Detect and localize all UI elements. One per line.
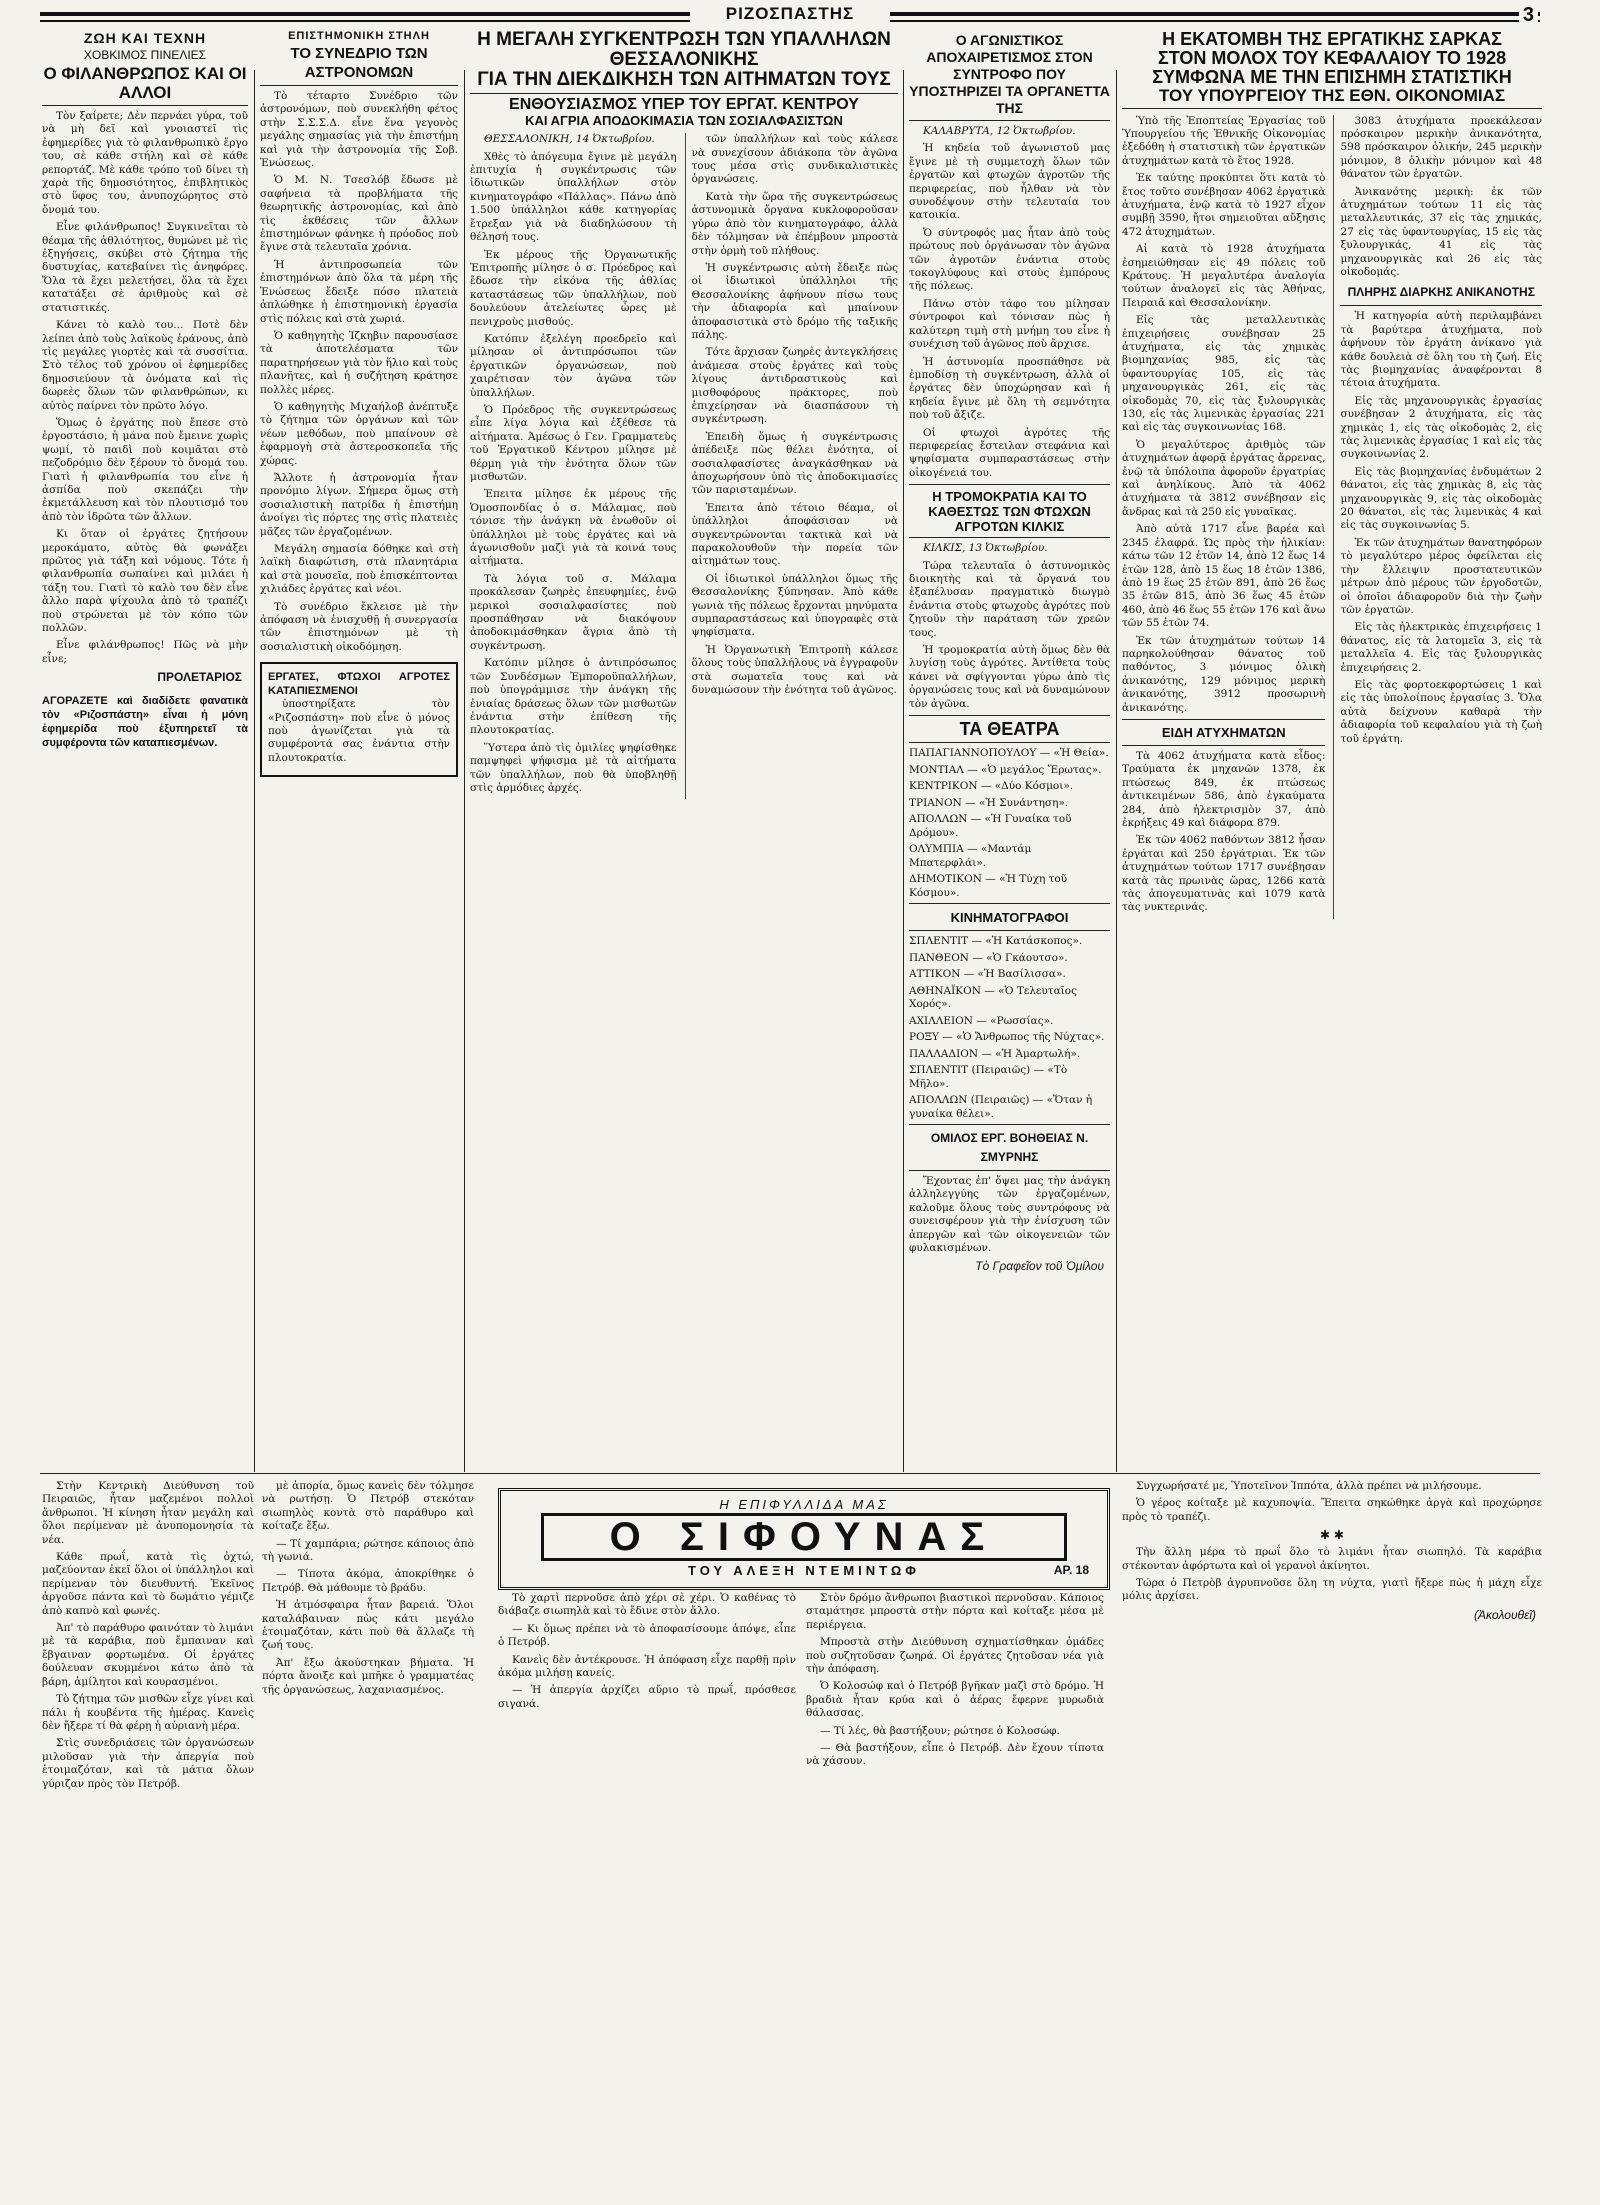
article-paragraph: Ἡ τρομοκρατία αὐτὴ ὅμως δὲν θὰ λυγίσῃ τοὺς ἀγρότες. Ἀντίθετα τοὺς κάνει νὰ σφίγγονται γύρω ἀπὸ τὶς ὀργανώσεις τους καὶ νὰ δυναμώνουν τὸν ἀγῶνα. (909, 644, 1110, 710)
fold-rule (40, 1473, 1540, 1474)
article-paragraph: Οἱ φτωχοὶ ἀγρότες τῆς περιφερείας ἔστειλαν στεφάνια καὶ ψηφίσματα συμπαραστάσεως στὴν οἰκογένειά του. (909, 426, 1110, 479)
section-kicker: ΖΩΗ ΚΑΙ ΤΕΧΝΗ (83, 30, 207, 46)
article-paragraph: Εἶνε φιλάνθρωπος! Συγκινεῖται τὸ θέαμα τῆς ἀθλιότητος, θυμώνει μὲ τὶς ἐξηγήσεις, σκύβει στὸ ζήτημα τῆς δυστυχίας, κατεβαίνει τὶς ἀνηφόρες. Ὅλα τὰ ἔχει μελετήσει, ὅλα τὰ ἔχει κατατάξει σὲ ἀριθμοὺς καὶ σὲ στατιστικές. (42, 221, 248, 314)
lead-banner-2: ΣΤΟΝ ΜΟΛΟΧ ΤΟΥ ΚΕΦΑΛΑΙΟΥ ΤΟ 1928 (1157, 47, 1507, 68)
article-headline: Ο ΦΙΛΑΝΘΡΩΠΟΣ ΚΑΙ ΟΙ ΑΛΛΟΙ (42, 64, 248, 106)
article-paragraph: 3083 ἀτυχήματα προεκάλεσαν πρόσκαιρον μερικὴν ἀνικανότητα, 598 πρόσκαιρον ὁλικήν, 245 μερικὴν μόνιμον, 8 ὁλικὴν μόνιμον καὶ 48 θάνατον τῶν ἐργατῶν. (1340, 114, 1542, 181)
lead-banner: Η ΜΕΓΑΛΗ ΣΥΓΚΕΝΤΡΩΣΗ ΤΩΝ ΥΠΑΛΛΗΛΩΝ ΘΕΣΣΑΛΟΝΙΚΗΣ (477, 30, 891, 70)
lead-banner: Η ΕΚΑΤΟΜΒΗ ΤΗΣ ΕΡΓΑΤΙΚΗΣ ΣΑΡΚΑΣ (1162, 30, 1502, 49)
serial-paragraph: Μπροστὰ στὴν Διεύθυνση σχηματίσθηκαν ὁμάδες ποὺ συζητοῦσαν ζωηρά. Οἱ ἐργάτες ζητοῦσαν νέα γιὰ τὴν ἀπόφαση. (806, 1636, 1104, 1676)
serial-paragraph: Ἀπ' ἔξω ἀκούστηκαν βήματα. Ἡ πόρτα ἄνοιξε καὶ μπῆκε ὁ γραμματέας τῆς ὀργανώσεως, λαχανιασμένος. (262, 1656, 474, 1696)
article-paragraph: Εἰς τὰς μηχανουργικὰς ἐργασίας συνέβησαν 2 ἀτυχήματα, εἰς τὰς χημικὰς 1, εἰς τὰς οἰκοδομὰς 2, εἰς τὰς λιμενικὰς ἐργασίας 1 καὶ εἰς τὰς συγκοινωνίας 2. (1340, 394, 1542, 461)
article-paragraph: Κατόπιν ἐξελέγη προεδρεῖο καὶ μίλησαν οἱ ἀντιπρόσωποι τῶν ἐργατικῶν ὀργανώσεων, ποὺ χαιρέτισαν τὸν ἀγῶνα τῶν ὑπαλλήλων. (470, 332, 677, 399)
article-paragraph: Ὁ σύντροφός μας ἦταν ἀπὸ τοὺς πρώτους ποὺ ὀργάνωσαν τὸν ἀγῶνα τῶν ἀγροτῶν ἐνάντια στοὺς τοκογλύφους καὶ στοὺς ἐμπόρους τῆς πόλεως. (909, 226, 1110, 293)
serial-subcolumn (42, 1480, 254, 1795)
article-paragraph: Ἡ κατηγορία αὐτὴ περιλαμβάνει τὰ βαρύτερα ἀτυχήματα, ποὺ ἀφήνουν τὸν ἐργάτη ἀνίκανο γιὰ κάθε δουλειὰ σὲ ὅλη του τὴ ζωή. Εἰς τὰς βιομηχανίας ἀναφέρονται 8 τέτοια ἀτυχήματα. (1340, 310, 1542, 390)
cinema-listing: ΑΧΙΛΛΕΙΟΝ — «Ρωσσίας». (909, 1014, 1054, 1027)
advertisement: ΑΓΟΡΑΖΕΤΕ καὶ διαδίδετε φανατικὰ τὸν «Ριζοσπάστη» εἶναι ἡ μόνη ἐφημερίδα ποὺ ἐξυπηρετεῖ τὰ συμφέροντα τῶν καταπιεσμένων. (42, 695, 248, 750)
masthead-title: ΡΙΖΟΣΠΑΣΤΗΣ (690, 4, 890, 24)
cinema-listing: ΡΟΞΥ — «Ὁ Ἄνθρωπος τῆς Νύχτας». (909, 1031, 1105, 1044)
appeal-headline: ΕΡΓΑΤΕΣ, ΦΤΩΧΟΙ ΑΓΡΟΤΕΣ ΚΑΤΑΠΙΕΣΜΕΝΟΙ (268, 671, 450, 698)
serial-paragraph: Κανεὶς δὲν ἀντέκρουσε. Ἡ ἀπόφαση εἶχε παρθῇ πρὶν ἀκόμα μιλήσῃ κανείς. (498, 1653, 796, 1680)
notice-signature: Τὸ Γραφεῖον τοῦ Ὁμίλου (975, 1259, 1104, 1274)
lead-subhead: ΕΝΘΟΥΣΙΑΣΜΟΣ ΥΠΕΡ ΤΟΥ ΕΡΓΑΤ. ΚΕΝΤΡΟΥ (470, 93, 898, 114)
article-paragraph: Ἐκ τῶν 4062 παθόντων 3812 ἦσαν ἐργάται καὶ 250 ἐργάτριαι. Ἐκ τῶν ἀτυχημάτων τούτων 1717 συνέβησαν κατὰ τὰς πρωινὰς ὥρας, 1266 κατὰ τὰς ἀπογευματινὰς καὶ 1079 κατὰ τὰς νυκτερινάς. (1122, 834, 1326, 914)
ornament-icon: ✱ ✱ (1320, 1528, 1344, 1543)
article-paragraph: Οἱ ἰδιωτικοὶ ὑπάλληλοι ὅμως τῆς Θεσσαλονίκης ξύπνησαν. Ἀπὸ κάθε γωνιὰ τῆς πόλεως ἔρχονται μηνύματα συμπαραστάσεως καὶ ὑπογραφὲς στὰ ψηφίσματα. (691, 572, 898, 639)
cinema-listing: ΣΠΛΕΝΤΙΤ — «Ἡ Κατάσκοπος». (909, 935, 1083, 948)
serial-part-number: ΑΡ. 18 (1053, 1563, 1089, 1577)
article-paragraph: Ἀνικανότης μερικὴ: ἐκ τῶν ἀτυχημάτων τούτων 11 εἰς τὰς μεταλλευτικάς, 37 εἰς τὰς χημικάς, 27 εἰς τὰς ὑφαντουργίας, 15 εἰς τὰς ξυλουργικάς, 41 εἰς τὰς μηχανουργικὰς καὶ 26 εἰς τὰς οἰκοδομάς. (1340, 185, 1542, 278)
lead-subhead-2: ΚΑΙ ΑΓΡΙΑ ΑΠΟΔΟΚΙΜΑΣΙΑ ΤΩΝ ΣΟΣΙΑΛΦΑΣΙΣΤΩΝ (525, 112, 843, 128)
notice-headline: ΟΜΙΛΟΣ ΕΡΓ. ΒΟΗΘΕΙΑΣ Ν. ΣΜΥΡΝΗΣ (909, 1124, 1110, 1171)
serial-paragraph: Ἡ ἀτμόσφαιρα ἦταν βαρειά. Ὅλοι καταλάβαιναν πὼς κάτι μεγάλο ἑτοιμαζόταν, κάτι ποὺ θὰ ἄλλαζε τὴ ζωή τους. (262, 1599, 474, 1652)
article-paragraph: Κάνει τὸ καλὸ του... Ποτὲ δὲν λείπει ἀπὸ τοὺς λαϊκοὺς ἐράνους, ἀπὸ τὶς μεγάλες γιορτὲς καὶ τὰ συσσίτια. Στὸ τέλος τοῦ χρόνου οἱ ἐφημερίδες δημοσιεύουν τὰ ὀνόματα καὶ τὶς δωρεὲς ὅλων τῶν φιλανθρώπων, κι αὐτὸς παίρνει τὸν πρῶτο λόγο. (42, 319, 248, 412)
serial-paragraph: — Κι ὅμως πρέπει νὰ τὸ ἀποφασίσουμε ἀπόψε, εἶπε ὁ Πετρόβ. (498, 1622, 796, 1649)
article-paragraph: Ἐπειτα μίλησε ἐκ μέρους τῆς Ὁμοσπονδίας ὁ σ. Μάλαμας, ποὺ τόνισε τὴν ἀνάγκη νὰ ἑνωθοῦν οἱ ὑπάλληλοι μὲ τοὺς ἐργάτες καὶ νὰ ἀγωνισθοῦν μαζὶ γιὰ τὰ κοινά τους αἰτήματα. (470, 488, 677, 568)
cinema-listing: ΑΘΗΝΑΪΚΟΝ — «Ὁ Τελευταῖος Χορός». (909, 984, 1078, 1011)
article-paragraph: Ὕστερα ἀπὸ τὶς ὁμιλίες ψηφίσθηκε παμψηφεὶ ψήφισμα μὲ τὰ αἰτήματα τῶν ὑπαλλήλων, ποὺ θὰ ὑποβληθῇ στὶς ἁρμόδιες ἀρχές. (470, 741, 677, 794)
serial-subcolumn (498, 1592, 796, 1773)
appeal-box (260, 662, 458, 777)
article-paragraph: Τὰ 4062 ἀτυχήματα κατὰ εἶδος: Τραύματα ἐκ μηχανῶν 1378, ἐκ πτώσεως 849, ἐκ πτώσεως ἀντικειμένων 586, ἀπὸ ἐγκαύματα 284, ἀπὸ ἡλεκτρισμὸν 37, ἀπὸ ἐκρήξεις 49 καὶ διάφορα 879. (1122, 749, 1326, 830)
subcolumn-left (1122, 115, 1325, 919)
article-body (470, 133, 898, 799)
theatre-listing: ΔΗΜΟΤΙΚΟΝ — «Ἡ Τύχη τοῦ Κόσμου». (909, 873, 1068, 899)
serial-paragraph: μὲ ἀπορία, ὅμως κανεὶς δὲν τόλμησε νὰ ρωτήσῃ. Ὁ Πετρόβ στεκόταν σιωπηλὸς κοντὰ στὸ παράθυρο καὶ κοίταζε ἔξω. (262, 1480, 474, 1533)
serial-paragraph: — Τί χαμπάρια; ρώτησε κάποιος ἀπὸ τὴ γωνιά. (262, 1537, 474, 1564)
article-paragraph: Ἐκ μέρους τῆς Ὀργανωτικῆς Ἐπιτροπῆς μίλησε ὁ σ. Πρόεδρος καὶ ἔδωσε τὴν εἰκόνα τῆς ἀθλίας καταστάσεως τῶν ὑπαλλήλων, ποὺ δουλεύουν ἀτελείωτες ὧρες μὲ πενιχροὺς μισθούς. (470, 248, 677, 328)
serial-paragraph: — Θὰ βαστήξουν, εἶπε ὁ Πετρόβ. Δὲν ἔχουν τίποτα νὰ χάσουν. (806, 1742, 1104, 1768)
article-paragraph: Ἡ ἀντιπροσωπεία τῶν ἐπιστημόνων ἀπὸ ὅλα τὰ μέρη τῆς Ἑνώσεως ἔδειξε πόσο πλατειὰ ἁπλώθηκε ἡ ἐπιστημονικὴ ἐργασία στὶς πόλεις καὶ στὰ χωριά. (260, 258, 458, 325)
article-body (1122, 115, 1542, 919)
article-paragraph: Ἡ συγκέντρωσις αὐτὴ ἔδειξε πὼς οἱ ἰδιωτικοὶ ὑπάλληλοι τῆς Θεσσαλονίκης ἀφήνουν πίσω τους τὴν ἀδιαφορία καὶ μπαίνουν ἀποφασιστικὰ στὸ δρόμο τῆς ταξικῆς πάλης. (691, 261, 898, 341)
article-paragraph: Εἰς τὰς μεταλλευτικὰς ἐπιχειρήσεις συνέβησαν 25 ἀτυχήματα, εἰς τὰς χημικὰς βιομηχανίας 985, εἰς τὰς ὑφαντουργίας 105, εἰς τὰς μηχανουργικὰς 261, εἰς τὰς οἰκοδομὰς 70, εἰς τὰς ξυλουργικὰς 130, εἰς τὰς λιμενικὰς ἐργασίας 221 καὶ εἰς τὰς συγκοινωνίας 168. (1122, 314, 1326, 434)
article-paragraph: Πάνω στὸν τάφο του μίλησαν σύντροφοι καὶ τόνισαν πὼς ἡ καλύτερη τιμὴ στὴ μνήμη του εἶνε ἡ συνέχιση τοῦ ἀγῶνος ποὺ ἄρχισε. (909, 297, 1110, 351)
serial-paragraph: — Ἡ ἀπεργία ἀρχίζει αὔριο τὸ πρωΐ, πρόσθεσε σιγανά. (498, 1684, 796, 1710)
serial-left-body (42, 1480, 482, 1795)
article-paragraph: Τὸν ξαίρετε; Δὲν περνάει γύρα, τοῦ νὰ μὴ δεῖ καὶ γνοιαστεῖ τὶς ἐφημερίδες γιὰ τὸ φιλανθρωπικὸ ἔργο του, σὲ κάθε στήλη καὶ σὲ κάθε ρεπορτάζ. Μὲ κάθε τρόπο τοῦ δίνει τὴ χαρὰ τῆς δημοσιότητος, ἐπιβλητικὸς στὸ ὕφος του, ἀνυποχώρητος στὸ ὄνομά του. (42, 110, 248, 216)
serial-paragraph: Στὴν Κεντρικὴ Διεύθυνση τοῦ Πειραιῶς, ἦταν μαζεμένοι πολλοὶ ἄνθρωποι. Ἡ κίνηση ἦταν μεγάλη καὶ ὅλοι περίμεναν μὲ ἀνυπομονησία τὰ νέα. (42, 1480, 254, 1546)
article-paragraph: Μεγάλη σημασία δόθηκε καὶ στὴ λαϊκὴ διαφώτιση, στὰ πλανητάρια καὶ στὰ μουσεῖα, ποὺ ἐπισκέπτονται χιλιάδες ἐργάτες καὶ νέοι. (260, 543, 458, 596)
cinema-listing: ΠΑΝΘΕΟΝ — «Ὁ Γκάουτσο». (909, 951, 1068, 964)
article-paragraph: Ὁ Μ. Ν. Τσεσλόβ ἔδωσε μὲ σαφήνεια τὰ προβλήματα τῆς θεωρητικῆς ἀστρονομίας, καὶ ἀπὸ τὶς ἐκθέσεις τῶν ἄλλων ἐπιστημόνων φάνηκε ἡ πρόοδος ποὺ ἔγινε στὰ τελευταῖα χρόνια. (260, 174, 458, 254)
article-paragraph: Ὑπὸ τῆς Ἐποπτείας Ἐργασίας τοῦ Ὑπουργείου τῆς Ἐθνικῆς Οἰκονομίας ἐξεδόθη ἡ στατιστικὴ τῶν ἐργατικῶν ἀτυχημάτων κατὰ τὸ ἔτος 1928. (1122, 114, 1326, 167)
article-headline: Ο ΑΓΩΝΙΣΤΙΚΟΣ ΑΠΟΧΑΙΡΕΤΙΣΜΟΣ ΣΤΟΝ ΣΥΝΤΡΟΦΟ ΠΟΥ ΥΠΟΣΤΗΡΙΖΕΙ ΤΑ ΟΡΓΑΝΕΤΤΑ ΤΗΣ (909, 32, 1110, 121)
column-rule (464, 70, 465, 1472)
article-paragraph: Ὅμως ὁ ἐργάτης ποὺ ἔπεσε στὸ ἐργοστάσιο, ἡ μάνα ποὺ ἔμεινε χωρὶς ψωμί, τὸ παιδὶ ποὺ κοιμᾶται στὸ πεζοδρόμιο δὲν ξέρουν τὸ ὄνομά του. Γιατὶ ἡ φιλανθρωπία του εἶνε ἡ ἀσπίδα ποὺ σκεπάζει τὴν ἐκμετάλλευση καὶ τὸν πλουτισμό του ἀπὸ τὸν ἱδρῶτα τῶν ἄλλων. (42, 416, 248, 523)
article-headline: Η ΤΡΟΜΟΚΡΑΤΙΑ ΚΑΙ ΤΟ ΚΑΘΕΣΤΩΣ ΤΩΝ ΦΤΩΧΩΝ ΑΓΡΟΤΩΝ ΚΙΛΚΙΣ (909, 484, 1110, 538)
serial-paragraph: Ἀπ' τὸ παράθυρο φαινόταν τὸ λιμάνι μὲ τὰ καράβια, ποὺ ἔμπαιναν καὶ ἔβγαιναν φορτωμένα. Οἱ ἐργάτες δούλευαν σκυμμένοι κάτω ἀπὸ τὰ βάρη, ἀμίλητοι καὶ κουρασμένοι. (42, 1622, 254, 1688)
article-paragraph: Ὁ καθηγητὴς Ἱζκηβιν παρουσίασε τὰ ἀποτελέσματα τῶν παρατηρήσεων γιὰ τὸν ἥλιο καὶ τοὺς πλανῆτες, καὶ ἡ συζήτηση κράτησε πολλὲς μέρες. (260, 329, 458, 396)
serial-center-body (498, 1592, 1104, 1773)
serial-column-right (1122, 1480, 1542, 2195)
column-rule (1116, 70, 1117, 1472)
article-paragraph: Ἡ ἀστυνομία προσπάθησε νὰ ἐμποδίσῃ τὴ συγκέντρωση, ἀλλὰ οἱ ἐργάτες δὲν ὑποχώρησαν καὶ ἡ κηδεία ἔγινε μὲ ὅλη τὴ σεμνότητα ποὺ τοῦ ἄξιζε. (909, 355, 1110, 422)
lead-banner-2: ΓΙΑ ΤΗΝ ΔΙΕΚΔΙΚΗΣΗ ΤΩΝ ΑΙΤΗΜΑΤΩΝ ΤΟΥΣ (477, 68, 891, 90)
article-paragraph: Ἐπειτα ἀπὸ τέτοιο θέαμα, οἱ ὑπάλληλοι ἀποφάσισαν νὰ συγκεντρώνονται τακτικὰ καὶ νὰ παρακολουθοῦν τὴν πορεία τῶν αἰτημάτων τους. (691, 501, 898, 568)
appeal-text: ὑποστηρίξατε τὸν «Ριζοσπάστη» ποὺ εἶνε ὁ μόνος ποὺ ἀγωνίζεται γιὰ τὰ συμφέροντά σας ἐνάντια στὴν πλουτοκρατία. (268, 698, 450, 764)
serial-paragraph: Στὶς συνεδριάσεις τῶν ὀργανώσεων μιλοῦσαν γιὰ τὴν ἀπεργία ποὺ ἑτοιμαζόταν, καὶ τὰ μάτια ὅλων γύριζαν πρὸς τὸν Πετρόβ. (42, 1737, 254, 1790)
article-paragraph: Αἱ κατὰ τὸ 1928 ἀτυχήματα ἐσημειώθησαν εἰς 49 πόλεις τοῦ Κράτους. Ἡ μεγαλυτέρα ἀναλογία τούτων ἀναλογεῖ εἰς τὰς Ἀθήνας, Πειραιᾶ καὶ Θεσσαλονίκην. (1122, 243, 1326, 309)
theatre-listing: ΑΠΟΛΛΩΝ — «Ἡ Γυναίκα τοῦ Δρόμου». (909, 813, 1072, 839)
subcolumn-right (1333, 115, 1542, 919)
cinema-listing: ΣΠΛΕΝΤΙΤ (Πειραιῶς) — «Τὸ Μῆλο». (909, 1064, 1068, 1090)
article-paragraph: Εἰς τὰς βιομηχανίας ἐνδυμάτων 2 θάνατοι, εἰς τὰς χημικὰς 8, εἰς τὰς μηχανουργικὰς 9, εἰς τὰς οἰκοδομὰς 20 θάνατοι, εἰς τὰς λιμενικὰς 4 καὶ εἰς τὰς συγκοινωνίας 5. (1340, 465, 1542, 532)
serial-author: ΤΟΥ ΑΛΕΞΗ ΝΤΕΜΙΝΤΩΦ (688, 1563, 920, 1578)
serial-paragraph: Τὴν ἄλλη μέρα τὸ πρωΐ ὅλο τὸ λιμάνι ἦταν σιωπηλό. Τὰ καράβια στέκονταν ἀφόρτωτα καὶ οἱ γερανοὶ ἀκίνητοι. (1122, 1546, 1542, 1572)
theatre-listing: ΟΛΥΜΠΙΑ — «Μαντάμ Μπατερφλάι». (909, 843, 1032, 869)
article-paragraph: Χθὲς τὸ ἀπόγευμα ἔγινε μὲ μεγάλη ἐπιτυχία ἡ συγκέντρωσις τῶν ἰδιωτικῶν ὑπαλλήλων στὸν κινηματογράφο «Πάλλας». Πάνω ἀπὸ 1.500 ὑπάλληλοι κάθε κατηγορίας ἔτρεξαν γιὰ νὰ διαδηλώσουν τὴ θέλησή τους. (470, 150, 677, 244)
subsection-headline: ΕΙΔΗ ΑΤΥΧΗΜΑΤΩΝ (1122, 719, 1325, 746)
theatre-listing: ΚΕΝΤΡΙΚΟΝ — «Δύο Κόσμοι». (909, 780, 1074, 793)
theatre-listing: ΠΑΠΑΓΙΑΝΝΟΠΟΥΛΟΥ — «Ἡ Θεία». (909, 747, 1109, 760)
dateline: ΚΑΛΑΒΡΥΤΑ, 12 Ὀκτωβρίου. (923, 125, 1076, 137)
serial-paragraph: Τώρα ὁ Πετρὸβ ἀγρυπνοῦσε ὅλη τη νύχτα, γιατὶ ἤξερε πὼς ἡ μάχη εἶχε μόλις ἀρχίσει. (1122, 1577, 1542, 1603)
byline: ΧΟΒΚΙΜΟΣ ΠΙΝΕΛΙΕΣ (83, 48, 207, 62)
serial-subcolumn (806, 1592, 1104, 1773)
article-paragraph: Κατόπιν μίλησε ὁ ἀντιπρόσωπος τῶν Συνδέσμων Ἐμποροϋπαλλήλων, ποὺ ὑπογράμμισε τὴν ἀνάγκη τῆς ἐνιαίας δράσεως ὅλων τῶν μισθωτῶν ἐνάντια στὴν ἐπίθεση τῆς πλουτοκρατίας. (470, 657, 677, 737)
author-signature: ΠΡΟΛΕΤΑΡΙΟΣ (157, 670, 242, 685)
article-paragraph: Ὁ καθηγητὴς Μιχαήλοβ ἀνέπτυξε τὸ ζήτημα τῶν ὀργάνων καὶ τῶν νέων μεθόδων, ποὺ μπαίνουν σὲ ἐφαρμογὴ στὰ ἀστεροσκοπεῖα τῆς χώρας. (260, 400, 458, 467)
cinema-listing: ΑΠΟΛΛΩΝ (Πειραιῶς) — «Ὅταν ἡ γυναίκα θέλει». (909, 1094, 1093, 1120)
section-kicker: ΕΠΙΣΤΗΜΟΝΙΚΗ ΣΤΗΛΗ (288, 30, 430, 42)
article-headline: ΤΟ ΣΥΝΕΔΡΙΟ ΤΩΝ ΑΣΤΡΟΝΟΜΩΝ (260, 44, 458, 86)
article-paragraph: Τὸ τέταρτο Συνέδριο τῶν ἀστρονόμων, ποὺ συνεκλήθη φέτος στὴν Σ.Σ.Σ.Δ. εἶνε ἕνα γεγονὸς μεγάλης σημασίας γιὰ τὴν ἐπιστήμη καὶ γιὰ τὴν ἀστρονομία τῆς Σοβ. Ἑνώσεως. (260, 90, 458, 170)
article-paragraph: Ἐκ ταύτης προκύπτει ὅτι κατὰ τὸ ἔτος τοῦτο συνέβησαν 4062 ἐργατικὰ ἀτυχήματα, ἐνῷ κατὰ τὸ 1927 εἶχον συμβῇ 3590, ἤτοι σημειοῦται αὔξησις 472 ἀτυχημάτων. (1122, 172, 1326, 238)
serial-paragraph: Στὸν δρόμο ἄνθρωποι βιαστικοὶ περνοῦσαν. Κάποιος σταμάτησε μπροστὰ στὴν πόρτα καὶ κοίταξε μέσα μὲ περιέργεια. (806, 1592, 1104, 1631)
column-life-and-art (42, 30, 248, 1468)
article-paragraph: Ἡ κηδεία τοῦ ἀγωνιστοῦ μας ἔγινε μὲ τὴ συμμετοχὴ ὅλων τῶν ἐργατῶν καὶ φτωχῶν ἀγροτῶν τῆς περιφερείας, ποὺ ἦλθαν νὰ τὸν συνοδέψουν στὴν τελευταία του κατοικία. (909, 142, 1110, 222)
article-paragraph: Ἐκ τῶν ἀτυχημάτων θανατηφόρων τὸ μεγαλύτερο μέρος ὀφείλεται εἰς τὴν ἔλλειψιν προστατευτικῶν μέτρων ἀπὸ μέρους τῶν ἐργοδοτῶν, οἱ ὁποῖοι ἀδιαφοροῦν διὰ τὴν ζωὴν τῶν ἐργατῶν. (1340, 536, 1542, 616)
serial-continued: (Ἀκολουθεῖ) (1474, 1607, 1536, 1622)
article-paragraph: Τὰ λόγια τοῦ σ. Μάλαμα προκάλεσαν ζωηρὲς ἐπευφημίες, ἐνῷ μερικοὶ σοσιαλφασίστες ποὺ προσπάθησαν νὰ διακόψουν ἀποδοκιμάσθηκαν ἄγρια ἀπὸ τὴ συγκέντρωση. (470, 572, 677, 652)
page-number: 3 (1519, 4, 1538, 27)
theatre-listing: ΤΡΙΑΝΟΝ — «Ἡ Συνάντηση». (909, 796, 1069, 809)
article-paragraph: Εἶνε φιλάνθρωπος! Πῶς νὰ μὴν εἶνε; (42, 639, 248, 665)
cinema-listing: ΑΤΤΙΚΟΝ — «Ἡ Βασίλισσα». (909, 968, 1066, 981)
article-paragraph: τῶν ὑπαλλήλων καὶ τοὺς κάλεσε νὰ συνεχίσουν ἀδιάκοπα τὸν ἀγῶνα τους μέσα στὶς συνδικαλιστικὲς ὀργανώσεις. (691, 133, 898, 186)
column-accident-statistics (1122, 30, 1542, 1468)
column-rule (903, 70, 904, 1472)
serial-paragraph: — Τί λές, θὰ βαστήξουν; ρώτησε ὁ Κολοσώφ. (820, 1724, 1060, 1737)
theatres-heading: ΤΑ ΘΕΑΤΡΑ (909, 715, 1110, 743)
serial-paragraph: — Τίποτα ἀκόμα, ἀποκρίθηκε ὁ Πετρόβ. Θὰ μάθουμε τὸ βράδυ. (262, 1568, 474, 1594)
serial-paragraph: Ὁ Κολοσώφ καὶ ὁ Πετρόβ βγῆκαν μαζὶ στὸ δρόμο. Ἡ βραδιὰ ἦταν κρύα καὶ ὁ ἀέρας ἔφερνε μυρωδιὰ θάλασσας. (806, 1680, 1104, 1720)
article-paragraph: Ἐκ τῶν ἀτυχημάτων τούτων 14 παρηκολούθησαν θάνατος τοῦ παθόντος, 3 μόνιμος ὁλικὴ ἀνικανότης, 129 μόνιμος μερικὴ ἀνικανότης, 3912 προσωρινὴ ἀνικανότης. (1122, 634, 1326, 714)
serial-paragraph: Κάθε πρωΐ, κατὰ τὶς ὀχτώ, μαζεύονταν ἐκεῖ ὅλοι οἱ ὑπάλληλοι καὶ περίμεναν τὸν διευθυντή. Ἐκεῖνος ἀργοῦσε πάντα καὶ τὸ δωμάτιο γέμιζε ἀπὸ καπνὸ καὶ φωνές. (42, 1551, 254, 1617)
serial-paragraph: Τὸ ζήτημα τῶν μισθῶν εἶχε γίνει καὶ πάλι ἡ κουβέντα τῆς ἡμέρας. Κανεὶς δὲν ἤξερε τί θὰ φέρῃ ἡ αὐριανὴ μέρα. (42, 1693, 254, 1732)
article-paragraph: Ἀπὸ αὐτὰ 1717 εἶνε βαρέα καὶ 2345 ἐλαφρά. Ὡς πρὸς τὴν ἡλικίαν: κάτω τῶν 12 ἐτῶν 14, ἀπὸ 12 ἕως 14 ἐτῶν 128, ἀπὸ 15 ἕως 18 ἐτῶν 1386, ἀπὸ 19 ἕως 25 ἐτῶν 891, ἀπὸ 26 ἕως 35 ἐτῶν 815, ἀπὸ 36 ἕως 45 ἐτῶν 460, ἀπὸ 46 ἕως 55 ἐτῶν 176 καὶ ἄνω τῶν 55 ἐτῶν 74. (1122, 523, 1326, 630)
dateline: ΘΕΣΣΑΛΟΝΙΚΗ, 14 Ὀκτωβρίου. (484, 133, 655, 146)
serial-paragraph: Ὁ γέρος κοίταξε μὲ καχυποψία. Ἔπειτα σηκώθηκε ἀργὰ καὶ προχώρησε πρὸς τὸ τραπέζι. (1122, 1497, 1542, 1523)
article-paragraph: Ὁ Πρόεδρος τῆς συγκεντρώσεως εἶπε λίγα λόγια καὶ ἐξέθεσε τὰ αἰτήματα. Ἀμέσως ὁ Γεν. Γραμματεὺς τοῦ Ἐργατικοῦ Κέντρου μίλησε μὲ θέρμη γιὰ τὴν ἑνότητα ὅλων τῶν μισθωτῶν. (470, 403, 677, 483)
lead-banner-3: ΣΥΜΦΩΝΑ ΜΕ ΤΗΝ ΕΠΙΣΗΜΗ ΣΤΑΤΙΣΤΙΚΗ (1152, 66, 1512, 87)
subcolumn-left (470, 133, 677, 799)
subcolumn-right (685, 133, 899, 799)
column-kalavryta (909, 30, 1110, 1468)
serial-subcolumn (262, 1480, 474, 1795)
theatre-listing: ΜΟΝΤΙΑΛ — «Ὁ μεγάλος Ἔρωτας». (909, 763, 1102, 776)
cinema-listing: ΠΑΛΛΑΔΙΟΝ — «Ἡ Ἁμαρτωλή». (909, 1047, 1081, 1060)
lead-banner-4: ΤΟΥ ΥΠΟΥΡΓΕΙΟΥ ΤΗΣ ΕΘΝ. ΟΙΚΟΝΟΜΙΑΣ (1122, 87, 1542, 109)
serial-title-box (498, 1488, 1110, 1590)
serial-column-center (498, 1592, 1104, 2195)
notice-text: Ἔχοντας ἐπ' ὄψει μας τὴν ἀνάγκη ἀλληλεγγύης τῶν ἐργαζομένων, καλοῦμε ὅλους τοὺς συντρόφους νὰ συνεισφέρουν γιὰ τὴν ἐνίσχυση τῶν ἀπεργῶν καὶ τῶν οἰκογενειῶν τῶν φυλακισμένων. (909, 1175, 1110, 1255)
article-paragraph: Τὸ συνέδριο ἔκλεισε μὲ τὴν ἀπόφαση νὰ ἐνισχυθῇ ἡ συνεργασία τῶν ἐπιστημόνων μὲ τὴ σοσιαλιστικὴ οἰκοδόμηση. (260, 600, 458, 653)
column-rule (254, 70, 255, 1472)
column-thessaloniki-rally (470, 30, 898, 1468)
serial-column-left (42, 1480, 482, 2195)
article-paragraph: Κατὰ τὴν ὥρα τῆς συγκεντρώσεως ἀστυνομικὰ ὄργανα κυκλοφοροῦσαν γύρω ἀπὸ τὸν κινηματογράφο, ἀλλὰ δὲν τόλμησαν νὰ ἐπέμβουν μπροστὰ στὴν ὁρμὴ τοῦ πλήθους. (691, 190, 898, 257)
article-paragraph: Ἐπειδὴ ὅμως ἡ συγκέντρωσις ἀπέδειξε πὼς θέλει ἑνότητα, οἱ σοσιαλφασίστες ἀναγκάσθηκαν νὰ ἀποχωρήσουν ὑπὸ τὶς ἀποδοκιμασίες τῶν παρισταμένων. (691, 430, 898, 497)
article-paragraph: Ἄλλοτε ἡ ἀστρονομία ἦταν προνόμιο λίγων. Σήμερα ὅμως στὴ σοσιαλιστικὴ πατρίδα ἡ ἐπιστήμη ἀνοίγει τὶς πόρτες της στὶς πλατειὲς μᾶζες τῶν ἐργαζομένων. (260, 471, 458, 538)
subsection-headline: ΠΛΗΡΗΣ ΔΙΑΡΚΗΣ ΑΝΙΚΑΝΟΤΗΣ (1340, 283, 1542, 306)
article-paragraph: Ὁ μεγαλύτερος ἀριθμὸς τῶν ἀτυχημάτων ἀφορᾷ ἐργάτας ἄρρενας, ἐνῷ τὰ ὑπόλοιπα ἀφοροῦν ἐργατρίας καὶ ἀνηλίκους. Ἀπὸ τὰ 4062 ἀτυχήματα τὰ 3812 συνέβησαν εἰς ἄνδρας καὶ τὰ 250 εἰς γυναῖκας. (1122, 438, 1326, 518)
article-paragraph: Τώρα τελευταῖα ὁ ἀστυνομικὸς διοικητὴς καὶ τὰ ὄργανά του ἐξαπέλυσαν πραγματικὸ διωγμὸ ἐνάντια στοὺς φτωχοὺς ἀγρότες ποὺ ζητοῦν τὴν παράταση τῶν χρεῶν τους. (909, 559, 1110, 639)
serial-title: Ο ΣΙΦΟΥΝΑΣ (541, 1513, 1067, 1561)
serial-kicker: Η ΕΠΙΦΥΛΛΙΔΑ ΜΑΣ (719, 1497, 889, 1512)
article-paragraph: Κι ὅταν οἱ ἐργάτες ζητήσουν μεροκάματο, αὐτὸς θὰ φωνάξει πρῶτος γιὰ τάξη καὶ νόμους. Τότε ἡ φιλανθρωπία σωπαίνει καὶ μιλάει ἡ τάξη του. Γιατὶ τὸ καλὸ του δὲν εἶνε ἄλλο παρὰ ψίχουλα ἀπὸ τὸ τραπέζι ποὺ στρώνεται μὲ τὸν κόπο τῶν πολλῶν. (42, 528, 248, 635)
article-paragraph: Εἰς τὰς φορτοεκφορτώσεις 1 καὶ εἰς τὰς ὑπολοίπους ἐργασίας 3. Ὅλα αὐτὰ δείχνουν καθαρὰ τὴν ἀδιαφορία τοῦ κεφαλαίου γιὰ τὴ ζωὴ τοῦ ἐργάτη. (1340, 678, 1542, 745)
article-paragraph: Τότε ἄρχισαν ζωηρὲς ἀντεγκλήσεις ἀνάμεσα στοὺς ἐργάτες καὶ τοὺς λίγους ἀντιδραστικοὺς καὶ μισθοφόρους πράκτορες, ποὺ ἐπιχείρησαν νὰ διασπάσουν τὴ συγκέντρωση. (691, 346, 898, 426)
column-science (260, 30, 458, 1468)
cinemas-heading: ΚΙΝΗΜΑΤΟΓΡΑΦΟΙ (909, 903, 1110, 931)
article-paragraph: Εἰς τὰς ἠλεκτρικὰς ἐπιχειρήσεις 1 θάνατος, εἰς τὰ λατομεῖα 3, εἰς τὰ μεταλλεῖα 4. Εἰς τὰς ξυλουργικὰς ἐπιχειρήσεις 2. (1340, 621, 1542, 674)
serial-paragraph: Συγχωρήσατέ με, Ὑποτεῖνον Ἱππότα, ἀλλὰ πρέπει νὰ μιλήσουμε. (1136, 1480, 1482, 1492)
dateline: ΚΙΛΚΙΣ, 13 Ὀκτωβρίου. (923, 542, 1048, 555)
serial-paragraph: Τὸ χαρτὶ περνοῦσε ἀπὸ χέρι σὲ χέρι. Ὁ καθένας τὸ διάβαζε σιωπηλὰ καὶ τὸ ἔδινε στὸν ἄλλο. (498, 1592, 796, 1618)
article-paragraph: Ἡ Ὀργανωτικὴ Ἐπιτροπὴ κάλεσε ὅλους τοὺς ὑπαλλήλους νὰ ἐγγραφοῦν στὰ σωματεῖα τους καὶ νὰ δυναμώσουν τὴν ἑνότητα τοῦ ἀγῶνος. (691, 643, 898, 697)
